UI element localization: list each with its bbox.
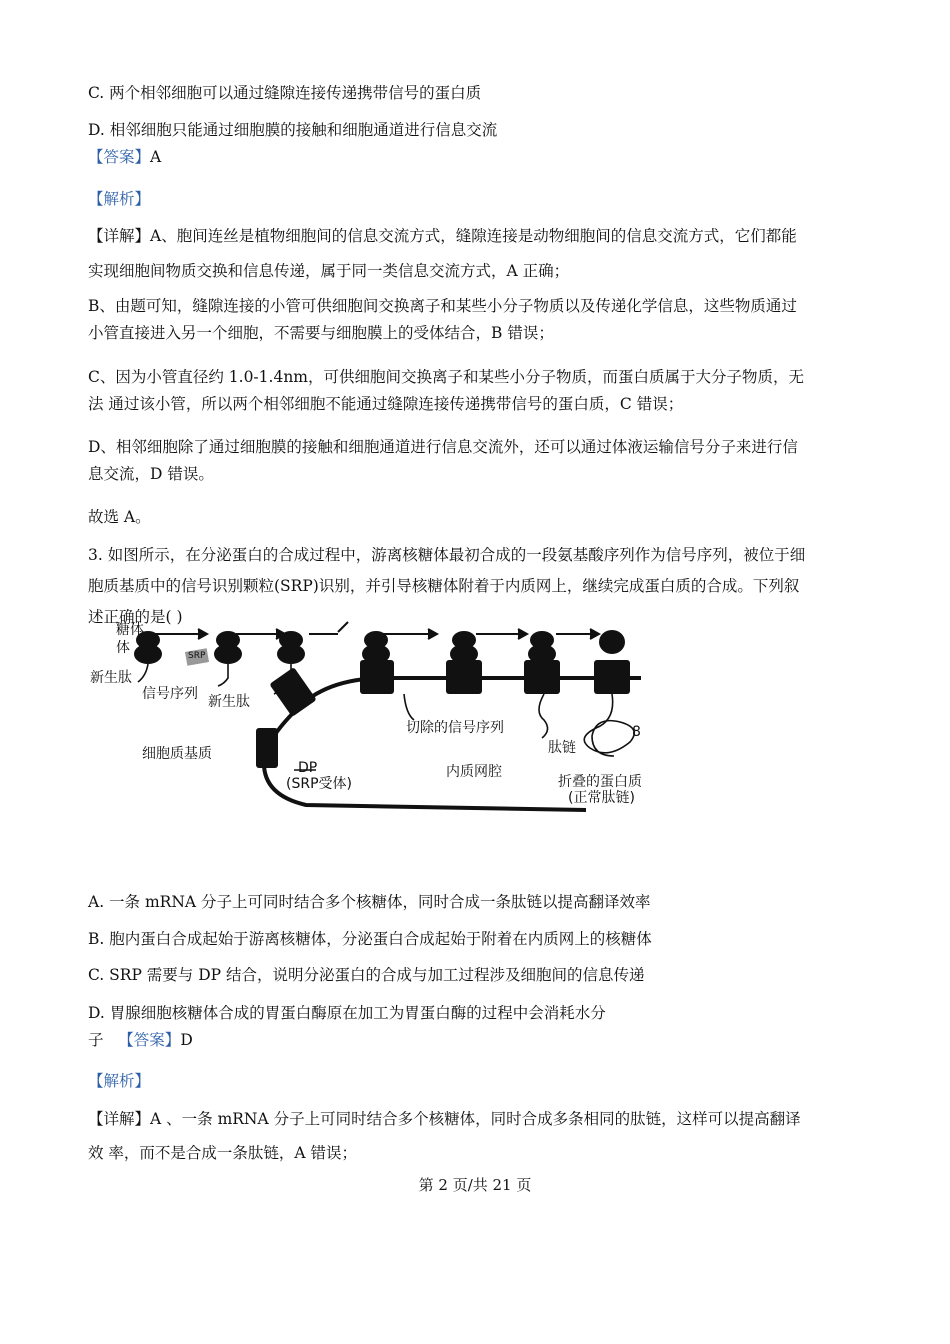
- option-d-line: D. 相邻细胞只能通过细胞膜的接触和细胞通道进行信息交流: [88, 121, 498, 139]
- detail-tag: 【详解】: [88, 227, 151, 245]
- label-er-lumen: 内质网腔: [446, 764, 502, 780]
- secretory-protein-diagram: [86, 620, 656, 820]
- label-folded: 折叠的蛋白质: [558, 774, 642, 790]
- answer-value-2: D: [180, 1031, 193, 1049]
- detail-line-1a: [88, 226, 797, 246]
- label-cut-signal: 切除的信号序列: [406, 720, 504, 736]
- label-signal-seq: 信号序列: [142, 686, 198, 702]
- option-a: A. 一条 mRNA 分子上可同时结合多个核糖体，同时合成一条肽链以提高翻译效率: [88, 893, 651, 911]
- answer-tag: 【答案】: [88, 148, 151, 166]
- detail-b-line-2: 小管直接进入另一个细胞，不需要与细胞膜上的受体结合，B 错误；: [88, 324, 554, 342]
- label-peptide: 肽链: [548, 740, 576, 756]
- question-3-line-2: 胞质基质中的信号识别颗粒(SRP)识别，并引导核糖体附着于内质网上，继续完成蛋白质的合成。下列叙: [88, 577, 800, 595]
- detail-d-line-1: D、相邻细胞除了通过细胞膜的接触和细胞通道进行信息交流外，还可以通过体液运输信号分子来进行信: [88, 438, 798, 456]
- label-nascent-1: 新生肽: [90, 670, 132, 686]
- answer-line-1: [88, 147, 161, 167]
- answer-tag-2: 【答案】: [118, 1031, 181, 1049]
- detail-c-line-1: C、因为小管直径约 1.0-1.4nm，可供细胞间交换离子和某些小分子物质，而蛋白质属于大分子物质，无: [88, 368, 805, 386]
- label-srp: SRP: [188, 651, 206, 661]
- label-dp-sub: (SRP受体): [286, 776, 352, 792]
- detail-text: A、胞间连丝是植物细胞间的信息交流方式，缝隙连接是动物细胞间的信息交流方式，它们都能: [150, 227, 797, 245]
- answer-line-2: [88, 1030, 193, 1050]
- question-3-line-1: 3. 如图所示，在分泌蛋白的合成过程中，游离核糖体最初合成的一段氨基酸序列作为信号序列，被位于细: [88, 546, 806, 564]
- conclusion-line: 故选 A。: [88, 508, 151, 526]
- detail-text-2: A 、一条 mRNA 分子上可同时结合多个核糖体，同时合成多条相同的肽链，这样可以提高翻译: [150, 1110, 801, 1128]
- label-ribosome-2: 体: [116, 640, 130, 656]
- analysis-tag-2: 【解析】: [88, 1072, 151, 1090]
- option-d-tail: 子: [88, 1031, 104, 1049]
- analysis-tag-1: 【解析】: [88, 190, 151, 208]
- page-footer: 第 2 页/共 21 页: [418, 1176, 532, 1194]
- label-nascent-2: 新生肽: [208, 694, 250, 710]
- option-c-line: C. 两个相邻细胞可以通过缝隙连接传递携带信号的蛋白质: [88, 84, 482, 102]
- label-ribosome: 糖体: [116, 622, 144, 638]
- option-b: B. 胞内蛋白合成起始于游离核糖体，分泌蛋白合成起始于附着在内质网上的核糖体: [88, 930, 652, 948]
- label-eight: 8: [632, 724, 641, 740]
- detail-line-1b: 实现细胞间物质交换和信息传递，属于同一类信息交流方式，A 正确；: [88, 262, 570, 280]
- answer-value: A: [150, 148, 162, 166]
- detail-b-line-1: B、由题可知，缝隙连接的小管可供细胞间交换离子和某些小分子物质以及传递化学信息，这些物质通过: [88, 297, 797, 315]
- detail-c-line-2: 法 通过该小管，所以两个相邻细胞不能通过缝隙连接传递携带信号的蛋白质，C 错误；: [88, 395, 684, 413]
- label-cytosol: 细胞质基质: [142, 746, 212, 762]
- detail-d-line-2: 息交流，D 错误。: [88, 465, 214, 483]
- label-dp: DP: [298, 760, 318, 776]
- option-d: D. 胃腺细胞核糖体合成的胃蛋白酶原在加工为胃蛋白酶的过程中会消耗水分: [88, 1004, 606, 1022]
- label-folded-sub: (正常肽链): [568, 790, 635, 806]
- detail-line-2a: [88, 1109, 801, 1129]
- detail-tag-2: 【详解】: [88, 1110, 151, 1128]
- detail-line-2b: 效 率，而不是合成一条肽链，A 错误；: [88, 1144, 358, 1162]
- question-3-line-3: 述正确的是( ): [88, 608, 183, 626]
- option-c: C. SRP 需要与 DP 结合，说明分泌蛋白的合成与加工过程涉及细胞间的信息传递: [88, 966, 645, 984]
